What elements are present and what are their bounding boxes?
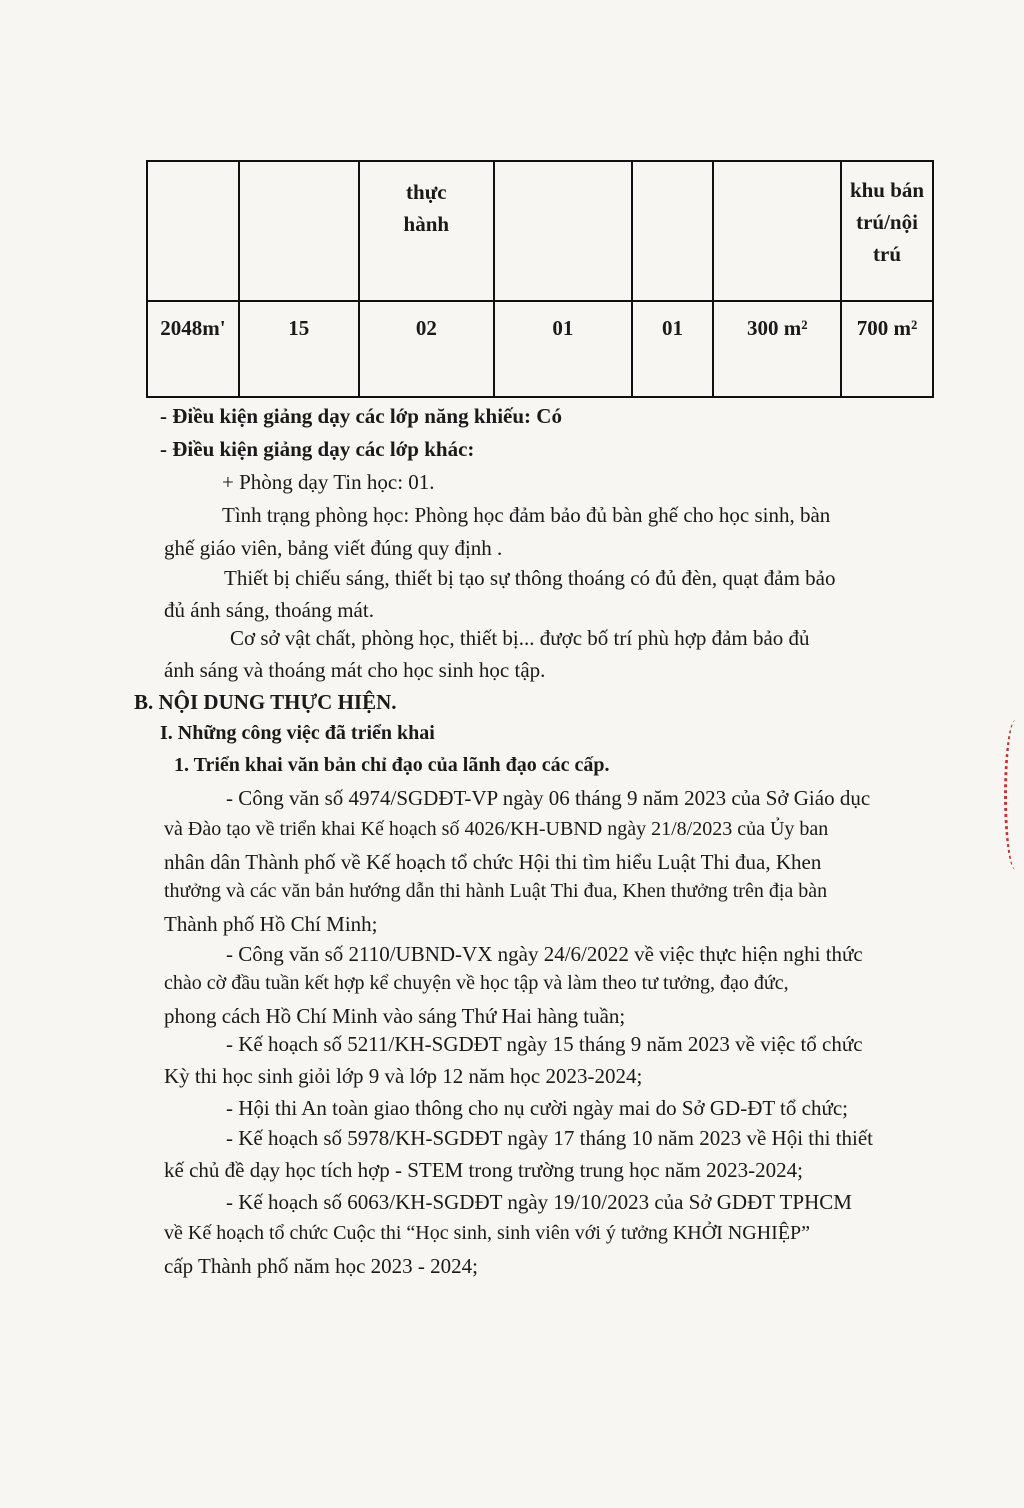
table-cell: 700 m²	[841, 301, 933, 397]
paragraph-text: Cơ sở vật chất, phòng học, thiết bị... được bố trí phù hợp đảm bảo đủ	[230, 626, 810, 650]
paragraph-text: nhân dân Thành phố về Kế hoạch tổ chức Hội thi tìm hiểu Luật Thi đua, Khen	[164, 850, 822, 874]
paragraph-text: - Công văn số 4974/SGDĐT-VP ngày 06 tháng 9 năm 2023 của Sở Giáo dục	[226, 786, 871, 810]
paragraph-text: - Kế hoạch số 6063/KH-SGDĐT ngày 19/10/2023 của Sở GDĐT TPHCM	[226, 1190, 852, 1214]
section-heading: B. NỘI DUNG THỰC HIỆN.	[134, 690, 397, 714]
table-cell: thực hành	[359, 161, 495, 301]
stamp-edge-mark	[1004, 720, 1024, 870]
section-heading: I. Những công việc đã triển khai	[160, 722, 435, 744]
table-row	[147, 301, 933, 397]
table-cell: 300 m²	[713, 301, 841, 397]
table-cell: 15	[239, 301, 359, 397]
paragraph-text: Thiết bị chiếu sáng, thiết bị tạo sự thông thoáng có đủ đèn, quạt đảm bảo	[224, 566, 836, 590]
facility-table	[146, 160, 934, 398]
paragraph-text: thưởng và các văn bản hướng dẫn thi hành Luật Thi đua, Khen thưởng trên địa bàn	[164, 880, 828, 902]
paragraph-text: cấp Thành phố năm học 2023 - 2024;	[164, 1254, 478, 1278]
paragraph-text: và Đào tạo về triển khai Kế hoạch số 4026/KH-UBND ngày 21/8/2023 của Ủy ban	[164, 818, 829, 840]
paragraph-text: - Kế hoạch số 5978/KH-SGDĐT ngày 17 tháng 10 năm 2023 về Hội thi thiết	[226, 1126, 874, 1150]
paragraph-text: phong cách Hồ Chí Minh vào sáng Thứ Hai hàng tuần;	[164, 1004, 626, 1028]
table-cell: 01	[632, 301, 714, 397]
table-cell: 2048m'	[147, 301, 239, 397]
paragraph-text: ánh sáng và thoáng mát cho học sinh học tập.	[164, 658, 546, 682]
paragraph-text: - Công văn số 2110/UBND-VX ngày 24/6/2022 về việc thực hiện nghi thức	[226, 942, 863, 966]
section-heading: 1. Triển khai văn bản chỉ đạo của lãnh đạo các cấp.	[174, 754, 610, 776]
paragraph-text: - Hội thi An toàn giao thông cho nụ cười ngày mai do Sở GD-ĐT tổ chức;	[226, 1096, 849, 1120]
paragraph-text: ghế giáo viên, bảng viết đúng quy định .	[164, 536, 503, 560]
paragraph-text: - Điều kiện giảng dạy các lớp khác:	[160, 437, 475, 461]
paragraph-text: Kỳ thi học sinh giỏi lớp 9 và lớp 12 năm học 2023-2024;	[164, 1064, 643, 1088]
table-cell: khu bán trú/nội trú	[841, 161, 933, 301]
table-cell: 02	[359, 301, 495, 397]
paragraph-text: + Phòng dạy Tin học: 01.	[222, 470, 435, 494]
table-cell	[494, 161, 632, 301]
table-cell	[147, 161, 239, 301]
paragraph-text: kế chủ đề dạy học tích hợp - STEM trong trường trung học năm 2023-2024;	[164, 1158, 803, 1182]
table-cell: 01	[494, 301, 632, 397]
paragraph-text: Tình trạng phòng học: Phòng học đảm bảo đủ bàn ghế cho học sinh, bàn	[222, 503, 831, 527]
paragraph-text: về Kế hoạch tổ chức Cuộc thi “Học sinh, sinh viên với ý tưởng KHỞI NGHIỆP”	[164, 1222, 811, 1244]
paragraph-text: đủ ánh sáng, thoáng mát.	[164, 598, 374, 622]
paragraph-text: - Kế hoạch số 5211/KH-SGDĐT ngày 15 tháng 9 năm 2023 về việc tổ chức	[226, 1032, 863, 1056]
paragraph-text: chào cờ đầu tuần kết hợp kể chuyện về học tập và làm theo tư tưởng, đạo đức,	[164, 972, 789, 994]
table-cell	[239, 161, 359, 301]
paragraph-text: - Điều kiện giảng dạy các lớp năng khiếu: Có	[160, 404, 562, 428]
paragraph-text: Thành phố Hồ Chí Minh;	[164, 912, 378, 936]
table-cell	[632, 161, 714, 301]
table-row	[147, 161, 933, 301]
table-cell	[713, 161, 841, 301]
